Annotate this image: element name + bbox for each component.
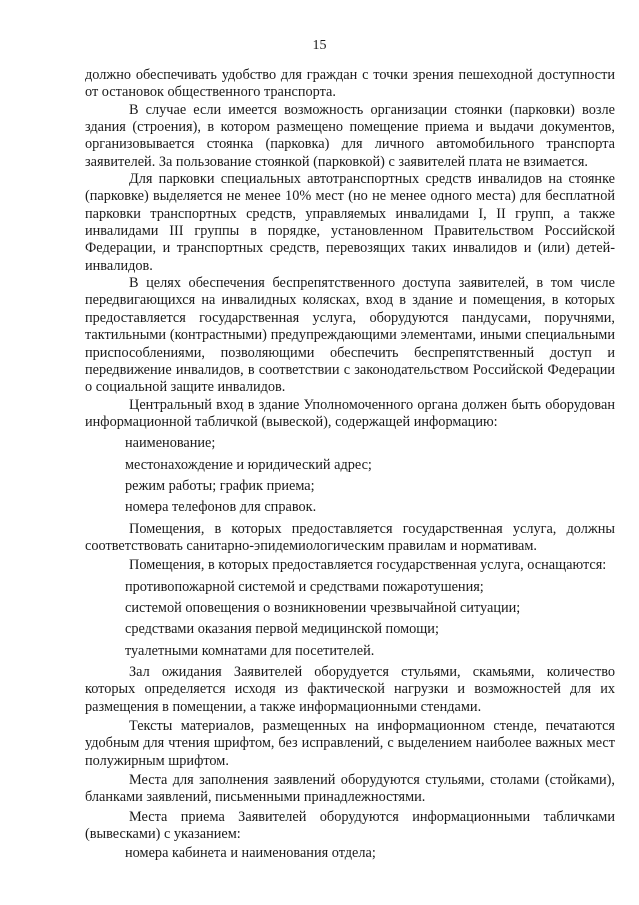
paragraph-equipment: Помещения, в которых предоставляется государственная услуга, оснащаются: [129,557,607,574]
sign-info-list [85,433,615,518]
paragraph-reception-places: Места приема Заявителей оборудуются информационными табличками (вывесками) с указанием: [85,808,615,843]
list-item: средствами оказания первой медицинской помощи; [125,621,439,638]
list-item: номера телефонов для справок. [125,499,317,516]
page-number: 15 [312,38,327,53]
list-item: местонахождение и юридический адрес; [125,456,372,473]
reception-signs-list [85,843,615,864]
paragraph-pedestrian-access: должно обеспечивать удобство для граждан с точки зрения пешеходной доступности от остановок общественного транспорта. [85,67,615,101]
document-body [85,67,615,865]
list-item: туалетными комнатами для посетителей. [125,642,375,659]
list-item: противопожарной системой и средствами пожаротушения; [125,578,484,595]
list-item: наименование; [125,435,216,452]
equipment-list [85,577,615,662]
paragraph-disabled-parking: Для парковки специальных автотранспортных средств инвалидов на стоянке (парковке) выделяется не менее 10% мест (но не менее одного места) для бесплатной парковки транспортных средств, управляемых инвалидами I, II групп, а также инвалидами III группы в порядке, установленном Правительством Российской Федерации, и транспортных средств, перевозящих таких инвалидов и (или) детей-инвалидов. [85,171,615,274]
paragraph-stand-texts: Тексты материалов, размещенных на информационном стенде, печатаются удобным для чтения шрифтом, без исправлений, с выделением наиболее важных мест полужирным шрифтом. [85,718,615,769]
paragraph-sanitary: Помещения, в которых предоставляется государственная услуга, должны соответствовать санитарно-эпидемиологическим правилам и нормативам. [85,520,615,554]
paragraph-parking: В случае если имеется возможность организации стоянки (парковки) возле здания (строения), в котором размещено помещение приема и выдачи документов, организовывается стоянка (парковка) для личного автомобильного транспорта заявителей. За пользование стоянкой (парковкой) с заявителей плата не взимается. [85,101,615,170]
paragraph-accessibility: В целях обеспечения беспрепятственного доступа заявителей, в том числе передвигающихся на инвалидных колясках, вход в здание и помещения, в которых предоставляется государственная услуга, оборудуются пандусами, поручнями, тактильными (контрастными) предупреждающими элементами, иными специальными приспособлениями, позволяющими обеспечить беспрепятственный доступ и передвижение инвалидов, в соответствии с законодательством Российской Федерации о социальной защите инвалидов. [85,275,615,396]
paragraph-entrance-sign: Центральный вход в здание Уполномоченного органа должен быть оборудован информационной табличкой (вывеской), содержащей информацию: [85,396,615,430]
list-item: режим работы; график приема; [125,477,315,494]
paragraph-application-places: Места для заполнения заявлений оборудуются стульями, столами (стойками), бланками заявлений, письменными принадлежностями. [85,772,615,806]
paragraph-waiting-hall: Зал ожидания Заявителей оборудуется стульями, скамьями, количество которых определяется исходя из фактической нагрузки и возможностей для их размещения в помещении, а также информационными стендами. [85,664,615,715]
list-item: номера кабинета и наименования отдела; [125,845,376,862]
list-item: системой оповещения о возникновении чрезвычайной ситуации; [125,599,521,616]
